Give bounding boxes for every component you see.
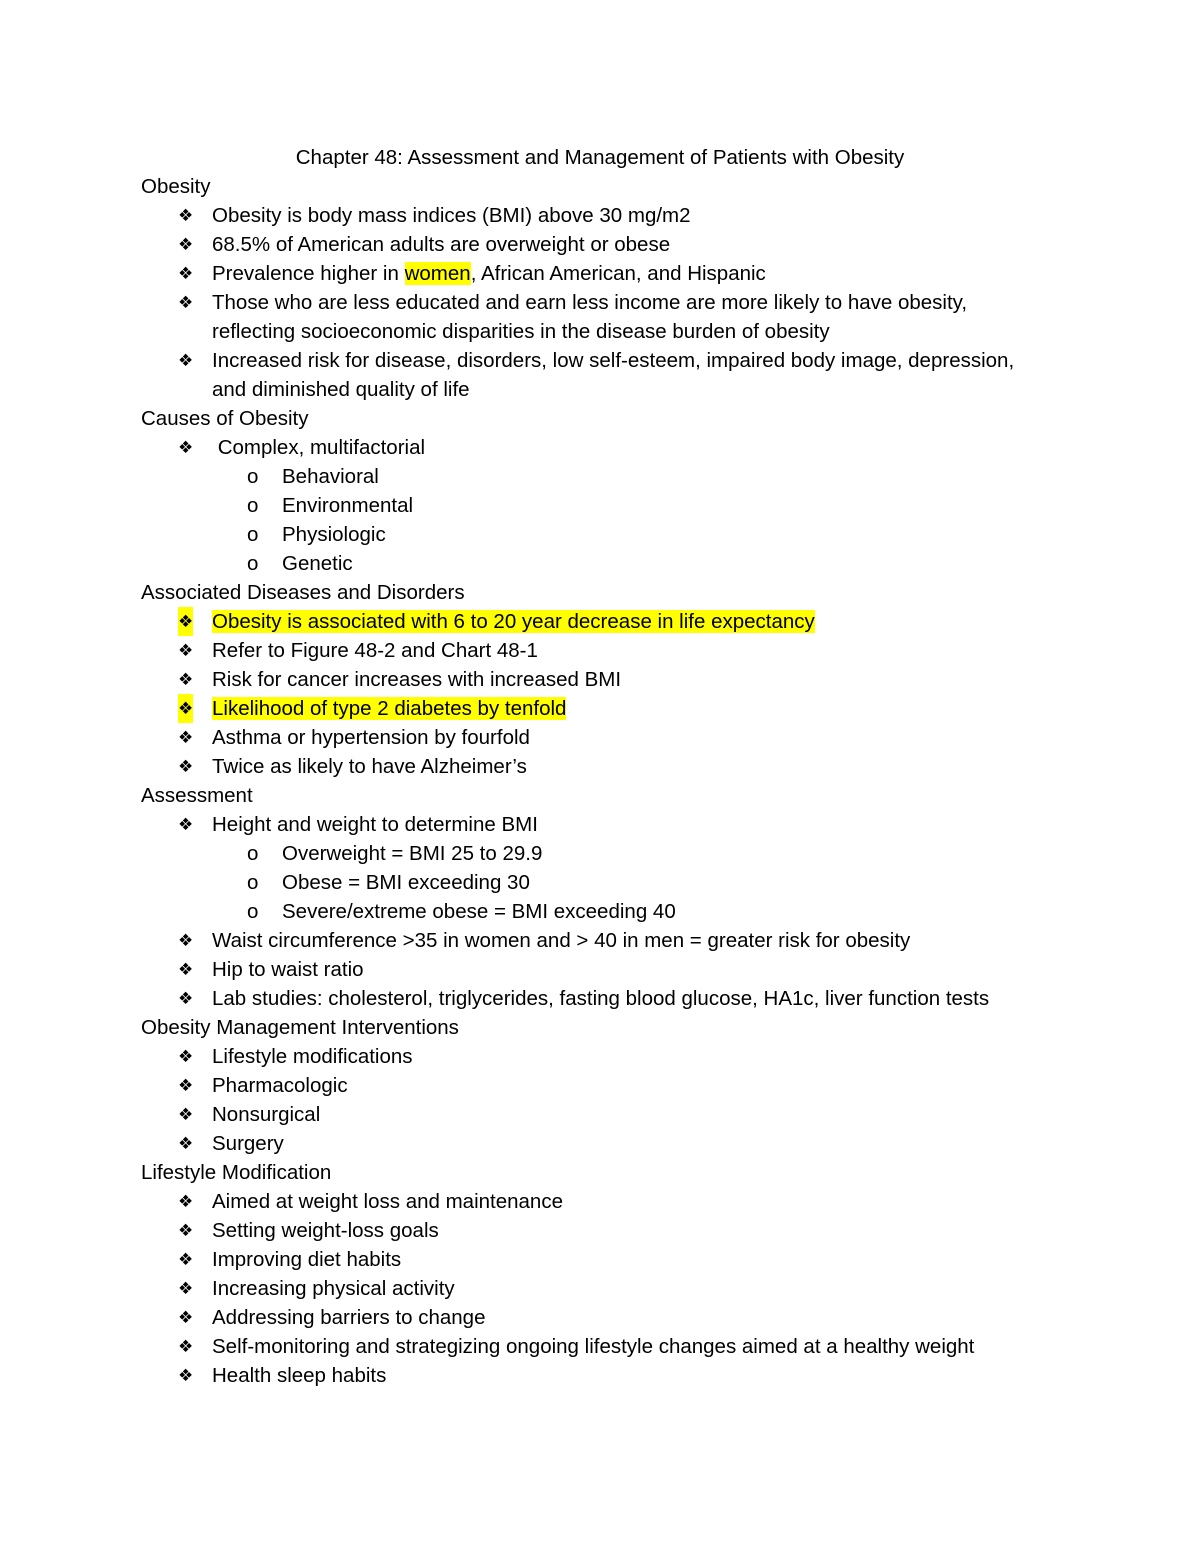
list-item: ❖ Complex, multifactorial [141,433,1061,462]
list-item: ❖ Lab studies: cholesterol, triglycerides, fasting blood glucose, HA1c, liver function tests [141,984,1061,1013]
list-item: ❖ Asthma or hypertension by fourfold [141,723,1061,752]
diamond-bullet-icon: ❖ [178,235,194,254]
diamond-bullet-icon: ❖ [178,1134,194,1153]
highlighted-text: women [404,262,471,285]
diamond-bullet-icon: ❖ [178,815,194,834]
list-item: ❖ Obesity is body mass indices (BMI) above 30 mg/m2 [141,201,1061,230]
list-item: ❖ Surgery [141,1129,1061,1158]
diamond-bullet-icon: ❖ [178,607,193,636]
document-body [141,172,1061,1390]
list-item: ❖ 68.5% of American adults are overweight or obese [141,230,1061,259]
circle-bullet-icon: o [247,900,259,923]
list-item: ❖ Setting weight-loss goals [141,1216,1061,1245]
diamond-bullet-icon: ❖ [178,438,194,457]
list-item: ❖ Improving diet habits [141,1245,1061,1274]
section-heading-causes: Causes of Obesity [141,407,309,430]
diamond-bullet-icon: ❖ [178,670,194,689]
list-item: ❖ Prevalence higher in women, African American, and Hispanic [141,259,1061,288]
diamond-bullet-icon: ❖ [178,1105,194,1124]
diamond-bullet-icon: ❖ [178,1192,194,1211]
diamond-bullet-icon: ❖ [178,1076,194,1095]
list-item: ❖ Twice as likely to have Alzheimer’s [141,752,1061,781]
list-item: ❖ Aimed at weight loss and maintenance [141,1187,1061,1216]
list-item: ❖ Height and weight to determine BMI [141,810,1061,839]
circle-bullet-icon: o [247,871,259,894]
section-heading-obesity: Obesity [141,175,211,198]
list-item: ❖ Addressing barriers to change [141,1303,1061,1332]
list-item-continuation: and diminished quality of life [212,378,470,401]
list-item: ❖ Nonsurgical [141,1100,1061,1129]
highlighted-text: Likelihood of type 2 diabetes by tenfold [212,697,567,720]
diamond-bullet-icon: ❖ [178,989,194,1008]
section-heading-assessment: Assessment [141,784,253,807]
list-item: ❖ Increasing physical activity [141,1274,1061,1303]
list-item: ❖ Those who are less educated and earn less income are more likely to have obesity, [141,288,1061,317]
circle-bullet-icon: o [247,552,259,575]
sub-list-item: o Overweight = BMI 25 to 29.9 [141,839,1061,868]
list-item: ❖ Pharmacologic [141,1071,1061,1100]
list-item-continuation: reflecting socioeconomic disparities in the disease burden of obesity [212,320,830,343]
sub-list-item: o Physiologic [141,520,1061,549]
diamond-bullet-icon: ❖ [178,960,194,979]
diamond-bullet-icon: ❖ [178,1308,194,1327]
list-item: ❖ Self-monitoring and strategizing ongoing lifestyle changes aimed at a healthy weight [141,1332,1061,1361]
list-item: ❖ Lifestyle modifications [141,1042,1061,1071]
list-item [141,694,1061,723]
sub-list-item: o Behavioral [141,462,1061,491]
diamond-bullet-icon: ❖ [178,351,194,370]
diamond-bullet-icon: ❖ [178,1337,194,1356]
sub-list-item: o Obese = BMI exceeding 30 [141,868,1061,897]
section-heading-lifestyle: Lifestyle Modification [141,1161,332,1184]
circle-bullet-icon: o [247,842,259,865]
diamond-bullet-icon: ❖ [178,931,194,950]
list-item: ❖ Risk for cancer increases with increased BMI [141,665,1061,694]
diamond-bullet-icon: ❖ [178,293,194,312]
diamond-bullet-icon: ❖ [178,1250,194,1269]
sub-list-item: o Environmental [141,491,1061,520]
diamond-bullet-icon: ❖ [178,1221,194,1240]
list-item [141,607,1061,636]
diamond-bullet-icon: ❖ [178,694,193,723]
diamond-bullet-icon: ❖ [178,206,194,225]
highlighted-text: Obesity is associated with 6 to 20 year decrease in life expectancy [212,610,815,633]
diamond-bullet-icon: ❖ [178,728,194,747]
sub-list-item: o Severe/extreme obese = BMI exceeding 40 [141,897,1061,926]
list-item: ❖ Refer to Figure 48-2 and Chart 48-1 [141,636,1061,665]
diamond-bullet-icon: ❖ [178,264,194,283]
section-heading-associated: Associated Diseases and Disorders [141,581,465,604]
diamond-bullet-icon: ❖ [178,1366,194,1385]
circle-bullet-icon: o [247,523,259,546]
diamond-bullet-icon: ❖ [178,1047,194,1066]
list-item: ❖ Increased risk for disease, disorders, low self-esteem, impaired body image, depression, [141,346,1061,375]
page-title: Chapter 48: Assessment and Management of Patients with Obesity [295,146,905,169]
section-heading-management: Obesity Management Interventions [141,1016,459,1039]
list-item: ❖ Hip to waist ratio [141,955,1061,984]
circle-bullet-icon: o [247,465,259,488]
diamond-bullet-icon: ❖ [178,641,194,660]
list-item: ❖ Waist circumference >35 in women and > 40 in men = greater risk for obesity [141,926,1061,955]
diamond-bullet-icon: ❖ [178,757,194,776]
list-item: ❖ Health sleep habits [141,1361,1061,1390]
circle-bullet-icon: o [247,494,259,517]
diamond-bullet-icon: ❖ [178,1279,194,1298]
sub-list-item: o Genetic [141,549,1061,578]
